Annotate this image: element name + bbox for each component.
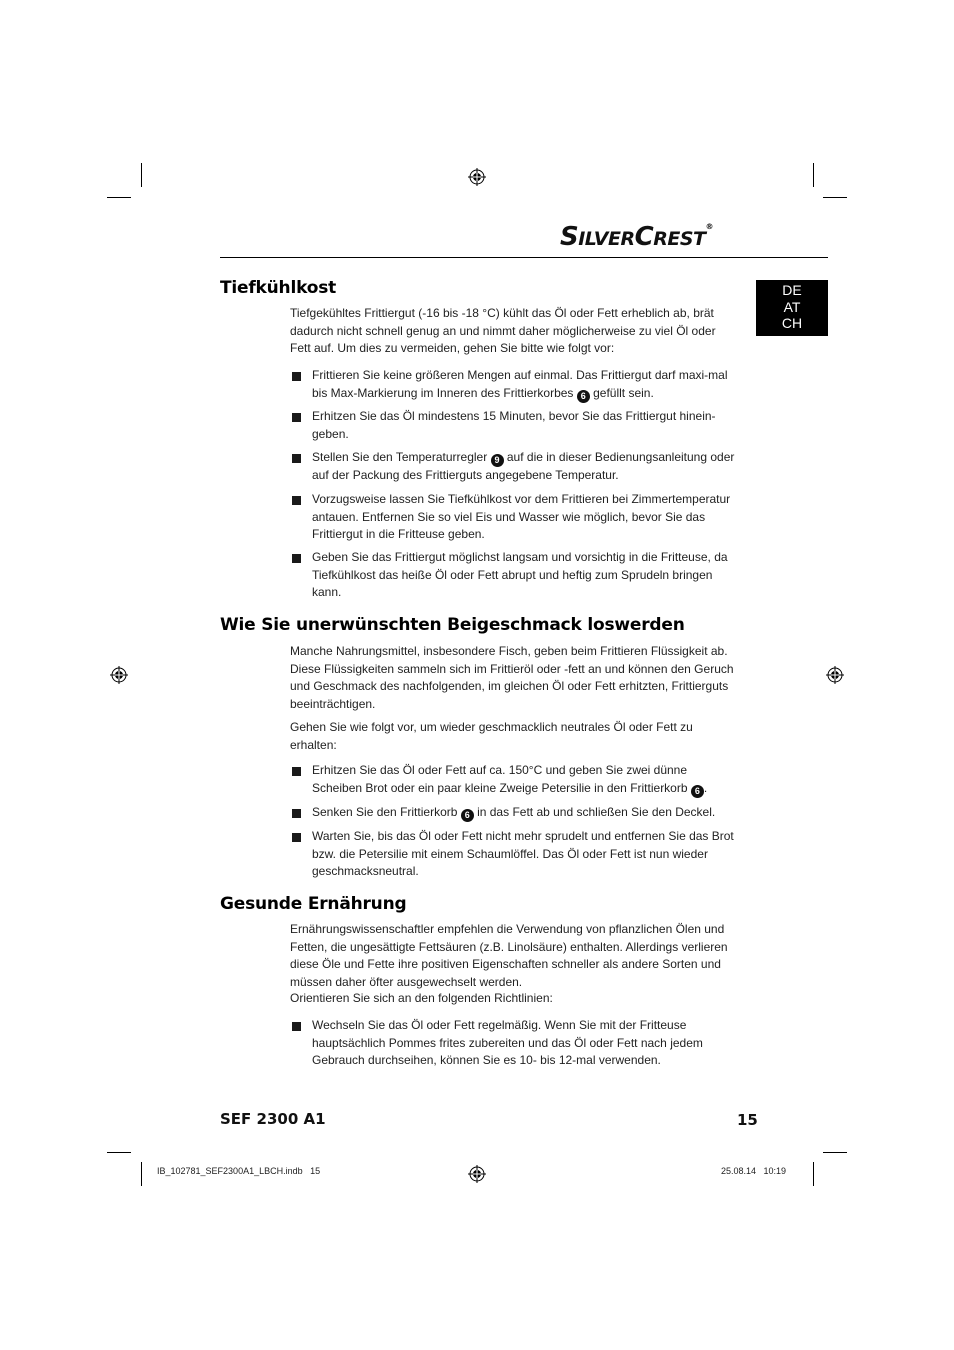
- registration-mark-icon: [468, 1165, 486, 1183]
- paragraph: Orientieren Sie sich an den folgenden Richtlinien:: [290, 991, 553, 1005]
- list-item: [292, 491, 736, 544]
- crop-mark: [813, 163, 814, 187]
- section-heading-beigeschmack: Wie Sie unerwünschten Beigeschmack loswerden: [220, 615, 685, 635]
- list-item-text: Geben Sie das Frittiergut möglichst langsam und vorsichtig in die Fritteuse, da Tiefkühlkost das heiße Öl oder Fett abrupt und heftig zum Sprudeln bringen kann.: [312, 550, 728, 599]
- section-heading-tiefkuehlkost: Tiefkühlkost: [220, 278, 337, 298]
- crop-mark: [141, 1162, 142, 1186]
- list-item-text: Wechseln Sie das Öl oder Fett regelmäßig. Wenn Sie mit der Fritteuse hauptsächlich Pommes frites zubereiten und das Öl oder Fett nach jedem Gebrauch durchseihen, können Sie es 10- bis 12-mal verwenden.: [312, 1018, 703, 1067]
- lang-code: DE: [782, 282, 802, 298]
- paragraph: Gehen Sie wie folgt vor, um wieder geschmacklich neutrales Öl oder Fett zu erhalten:: [290, 720, 693, 752]
- list-item-text: Erhitzen Sie das Öl mindestens 15 Minuten, bevor Sie das Frittiergut hinein-geben.: [312, 409, 716, 441]
- list-item-text: Vorzugsweise lassen Sie Tiefkühlkost vor dem Frittieren bei Zimmertemperatur antauen. Entfernen Sie so viel Eis und Wasser wie möglich, bevor Sie das Frittiergut in die Fritteuse geben.: [312, 492, 731, 541]
- list-item-text: Stellen Sie den Temperaturregler 9 auf die in dieser Bedienungsanleitung oder auf der Packung des Frittierguts angegebene Temperatur.: [312, 450, 735, 482]
- crop-mark: [813, 1162, 814, 1186]
- bullet-square-icon: [292, 372, 301, 381]
- bullet-square-icon: [292, 496, 301, 505]
- registration-mark-icon: [110, 666, 128, 684]
- paragraph: Manche Nahrungsmittel, insbesondere Fisch, geben beim Frittieren Flüssigkeit ab. Diese Flüssigkeiten sammeln sich im Frittieröl oder -fett an und können den Geruch und Geschmack des nachfolgenden, im gleichen Öl oder Fett erhitzten, Frittierguts beeinträchtigen.: [290, 644, 734, 711]
- crop-mark: [107, 197, 131, 198]
- bullet-square-icon: [292, 1022, 301, 1031]
- page-number: 15: [737, 1111, 758, 1129]
- list-item: [292, 449, 736, 485]
- crop-mark: [823, 1152, 847, 1153]
- part-number-badge: 9: [491, 454, 504, 467]
- list-item-text: Frittieren Sie keine größeren Mengen auf einmal. Das Frittiergut darf maxi-mal bis Max-Markierung im Inneren des Frittierkorbes 6 gefüllt sein.: [312, 368, 728, 401]
- bullet-square-icon: [292, 833, 301, 842]
- bullet-square-icon: [292, 809, 301, 818]
- registration-mark-icon: [468, 168, 486, 186]
- list-item: [292, 549, 736, 602]
- part-number-badge: 6: [691, 785, 704, 798]
- logo-letter: S: [560, 222, 579, 252]
- bullet-square-icon: [292, 454, 301, 463]
- part-number-badge: 6: [461, 809, 474, 822]
- lang-code: AT: [783, 298, 801, 315]
- list-item: [292, 804, 736, 822]
- header-rule: [220, 257, 828, 258]
- list-item-text: Senken Sie den Frittierkorb 6 in das Fett ab und schließen Sie den Deckel.: [312, 805, 716, 820]
- list-item: [292, 1017, 736, 1070]
- registration-mark-icon: [826, 666, 844, 684]
- paragraph: Tiefgekühltes Frittiergut (-16 bis -18 °C) kühlt das Öl oder Fett erheblich ab, brät dadurch nicht schnell genug an und nimmt daher möglicherweise zu viel Öl oder Fett auf. Um dies zu vermeiden, gehen Sie bitte wie folgt vor:: [290, 306, 716, 355]
- logo-text: REST: [653, 228, 706, 250]
- list-item-text: Warten Sie, bis das Öl oder Fett nicht mehr sprudelt und entfernen Sie das Brot bzw. die Petersilie mit einem Schaumlöffel. Das Öl oder Fett ist nun wieder geschmacksneutral.: [312, 829, 734, 878]
- logo-letter: C: [634, 222, 654, 252]
- section-heading-ernaehrung: Gesunde Ernährung: [220, 894, 407, 914]
- print-slug-file: IB_102781_SEF2300A1_LBCH.indb 15: [157, 1166, 321, 1176]
- part-number-badge: 6: [577, 390, 590, 403]
- list-item: [292, 828, 736, 881]
- crop-mark: [141, 163, 142, 187]
- language-indicator: [756, 280, 828, 336]
- list-item: [292, 762, 736, 798]
- bullet-square-icon: [292, 767, 301, 776]
- bullet-square-icon: [292, 413, 301, 422]
- bullet-square-icon: [292, 554, 301, 563]
- registered-symbol: ®: [705, 222, 713, 231]
- brand-logo: [560, 222, 750, 252]
- list-item: [292, 367, 736, 403]
- footer-model-number: SEF 2300 A1: [220, 1110, 326, 1128]
- logo-text: ILVER: [578, 228, 635, 250]
- lang-code: CH: [781, 315, 803, 331]
- list-item: [292, 408, 736, 443]
- crop-mark: [107, 1152, 131, 1153]
- crop-mark: [823, 197, 847, 198]
- list-item-text: Erhitzen Sie das Öl oder Fett auf ca. 150°C und geben Sie zwei dünne Scheiben Brot oder ein paar kleine Zweige Petersilie in den Frittierkorb 6 .: [312, 763, 708, 796]
- paragraph: Ernährungswissenschaftler empfehlen die Verwendung von pflanzlichen Ölen und Fetten, die ungesättigte Fettsäuren (z.B. Linolsäure) enthalten. Allerdings verlieren diese Öle und Fette ihre positiven Eigenschaften schneller als andere Sorten und müssen daher öfter ausgewechselt werden.: [290, 922, 728, 989]
- print-slug-date: 25.08.14 10:19: [721, 1166, 787, 1176]
